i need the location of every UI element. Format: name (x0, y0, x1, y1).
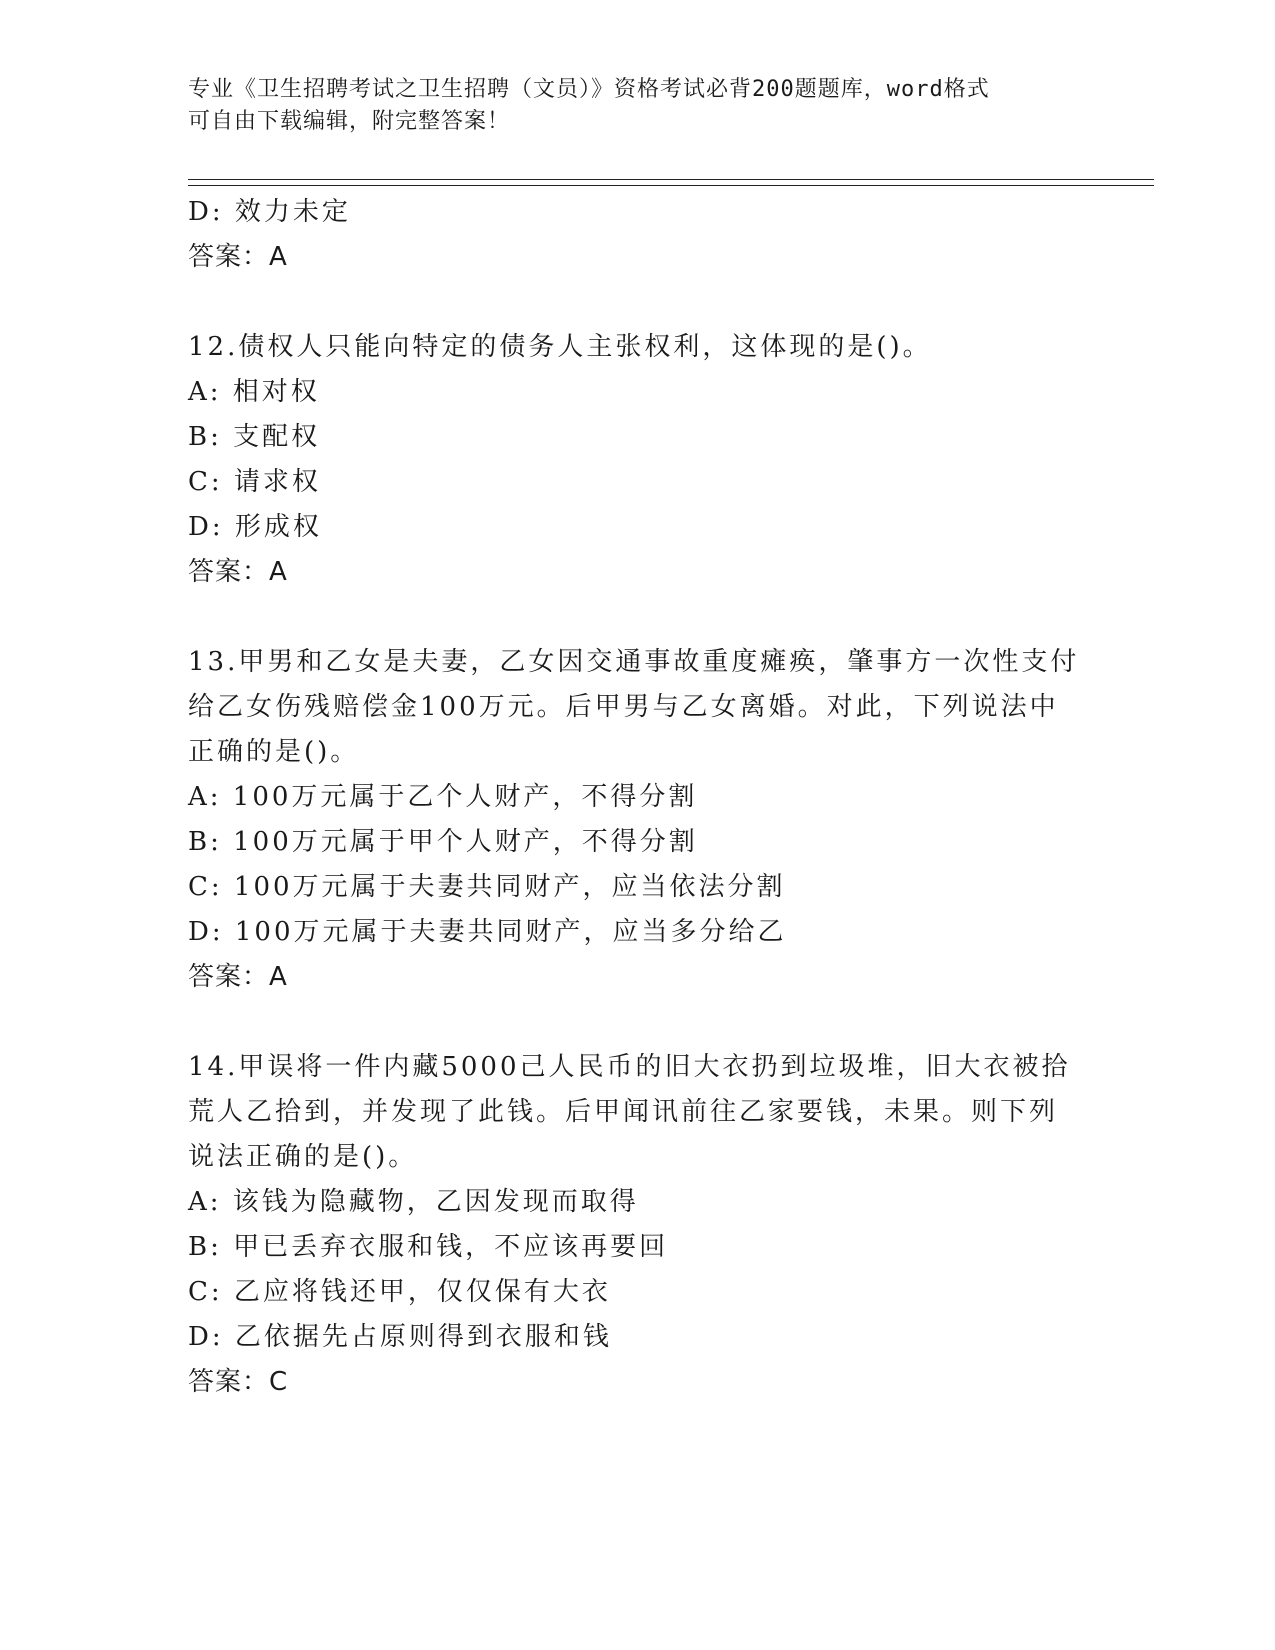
header-line-2: 可自由下载编辑，附完整答案！ (188, 109, 511, 134)
spacer (188, 280, 1088, 325)
header-line-1: 专业《卫生招聘考试之卫生招聘（文员）》资格考试必背200题题库，word格式 (188, 77, 990, 102)
header-divider-top (188, 179, 1154, 180)
spacer (188, 1000, 1088, 1045)
option-d: D: 100万元属于夫妻共同财产，应当多分给乙 (188, 917, 787, 947)
option-d: D: 乙依据先占原则得到衣服和钱 (188, 1322, 612, 1352)
option-b: B: 支配权 (188, 422, 321, 452)
question-14 (188, 1045, 1088, 1405)
spacer (188, 595, 1088, 640)
question-body (188, 190, 1088, 1405)
option-d: D: 形成权 (188, 512, 322, 542)
answer-line: 答案：A (188, 962, 288, 992)
option-b: B: 100万元属于甲个人财产，不得分割 (188, 827, 698, 857)
question-12 (188, 325, 1088, 595)
question-stem: 说法正确的是()。 (188, 1142, 418, 1172)
option-c: C: 乙应将钱还甲，仅仅保有大衣 (188, 1277, 611, 1307)
option-c: C: 请求权 (188, 467, 321, 497)
document-header (188, 74, 1078, 138)
question-stem: 12.债权人只能向特定的债务人主张权利，这体现的是()。 (188, 332, 932, 362)
question-stem: 正确的是()。 (188, 737, 360, 767)
answer-line: 答案：C (188, 1367, 289, 1397)
option-d: D: 效力未定 (188, 197, 351, 227)
question-stem: 荒人乙拾到，并发现了此钱。后甲闻讯前往乙家要钱，未果。则下列 (188, 1097, 1059, 1127)
question-stem: 14.甲误将一件内藏5000己人民币的旧大衣扔到垃圾堆，旧大衣被拾 (188, 1052, 1071, 1082)
option-a: A: 相对权 (188, 377, 320, 407)
question-13 (188, 640, 1088, 1000)
question-stem: 13.甲男和乙女是夫妻，乙女因交通事故重度瘫痪，肇事方一次性支付 (188, 647, 1080, 677)
prev-question-tail (188, 190, 1088, 280)
option-b: B: 甲已丢弃衣服和钱，不应该再要回 (188, 1232, 669, 1262)
option-c: C: 100万元属于夫妻共同财产，应当依法分割 (188, 872, 786, 902)
answer-line: 答案：A (188, 242, 288, 272)
question-stem: 给乙女伤残赔偿金100万元。后甲男与乙女离婚。对此，下列说法中 (188, 692, 1059, 722)
option-a: A: 100万元属于乙个人财产，不得分割 (188, 782, 698, 812)
header-divider-bottom (188, 185, 1154, 186)
option-a: A: 该钱为隐藏物，乙因发现而取得 (188, 1187, 639, 1217)
answer-line: 答案：A (188, 557, 288, 587)
